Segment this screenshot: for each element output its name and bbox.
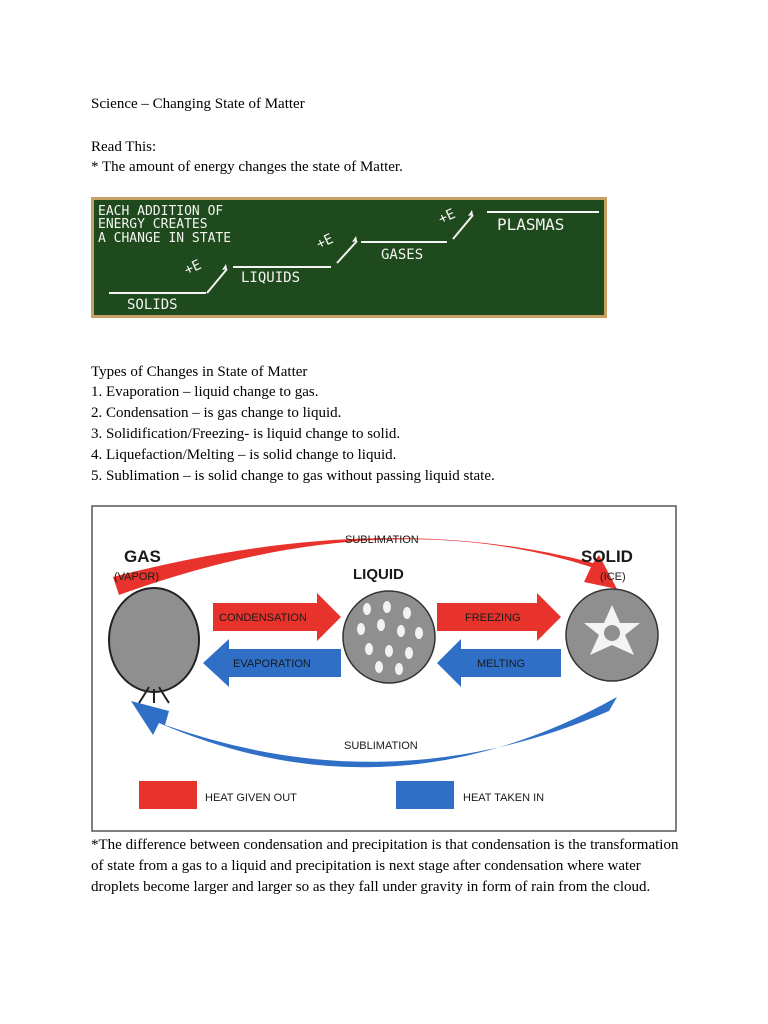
legend-red-swatch (139, 781, 197, 809)
label-sublimation-top: SUBLIMATION (345, 534, 419, 546)
label-vapor: (VAPOR) (114, 571, 160, 583)
ice-sphere (566, 589, 658, 681)
board-line-3: A CHANGE IN STATE (98, 231, 232, 246)
type-item-3: 3. Solidification/Freezing- is liquid change to solid. (91, 426, 401, 442)
label-gas: GAS (124, 547, 161, 566)
type-item-1: 1. Evaporation – liquid change to gas. (91, 384, 319, 400)
label-liquid: LIQUID (353, 566, 404, 583)
board-line-2: ENERGY CREATES (98, 217, 208, 232)
label-melting: MELTING (477, 658, 526, 670)
type-item-4: 4. Liquefaction/Melting – is solid change to liquid. (91, 447, 397, 463)
type-item-2: 2. Condensation – is gas change to liquid. (91, 405, 342, 421)
liquid-sphere (343, 591, 435, 683)
page-title: Science – Changing State of Matter (91, 96, 305, 112)
type-item-5: 5. Sublimation – is solid change to gas without passing liquid state. (91, 468, 495, 484)
label-solids: SOLIDS (127, 297, 178, 313)
label-sublimation-bottom: SUBLIMATION (344, 740, 418, 752)
label-solid: SOLID (581, 547, 633, 566)
state-change-diagram (91, 505, 677, 832)
legend-blue-swatch (396, 781, 454, 809)
board-line-1: EACH ADDITION OF (98, 204, 224, 219)
label-ice: (ICE) (600, 571, 626, 583)
read-note: * The amount of energy changes the state of Matter. (91, 159, 403, 175)
footnote-paragraph: *The difference between condensation and precipitation is that condensation is the transformation of state from a gas to a liquid and precipitation is next stage after condensation where water droplets become larger and larger so as they fall under gravity in form of rain from the cloud. (91, 837, 679, 895)
energy-label-3: +E (435, 205, 458, 228)
label-condensation: CONDENSATION (219, 612, 307, 624)
label-plasmas: PLASMAS (497, 215, 565, 234)
energy-label-2: +E (313, 230, 336, 253)
label-liquids: LIQUIDS (241, 270, 301, 286)
energy-label-1: +E (181, 256, 204, 279)
chalkboard-figure (91, 197, 607, 318)
legend-heat-taken-in: HEAT TAKEN IN (463, 792, 545, 804)
label-evaporation: EVAPORATION (233, 658, 311, 670)
types-heading: Types of Changes in State of Matter (91, 364, 308, 380)
label-freezing: FREEZING (465, 612, 521, 624)
legend-heat-given-out: HEAT GIVEN OUT (205, 792, 297, 804)
label-gases: GASES (381, 247, 424, 263)
read-heading: Read This: (91, 139, 157, 155)
